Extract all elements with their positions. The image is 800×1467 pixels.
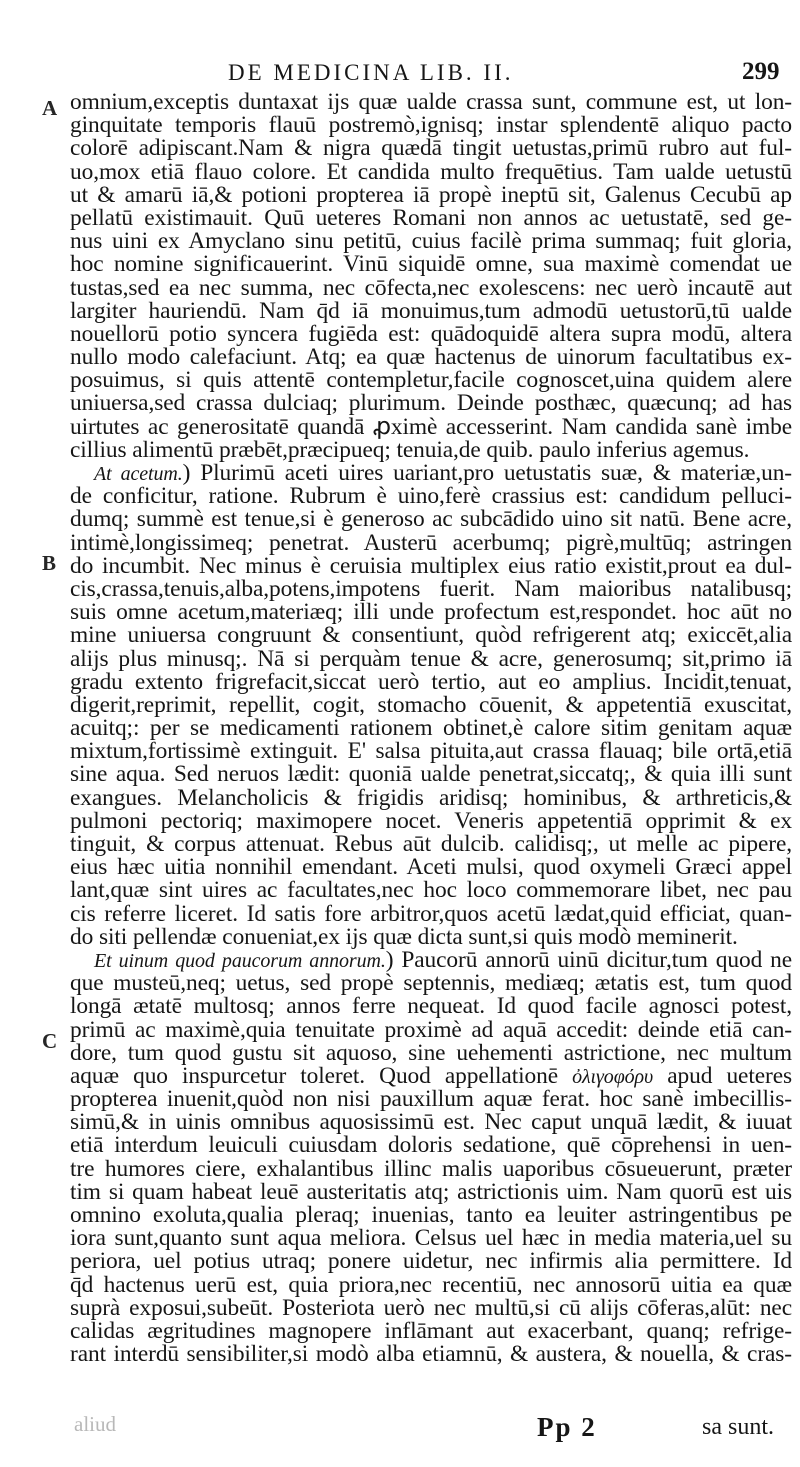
margin-letter-a: A	[42, 96, 58, 120]
text-line: ginquitate temporis flauū postremò,ignisq; instar splendentē aliquo pacto	[70, 114, 792, 138]
text-line: nouellorū potio syncera fugiēda est: quādoquidē altera supra modū, altera	[70, 322, 792, 347]
text-line: digerit,reprimit, repellit, cogit, stomacho cōuenit, & appetentiā exuscitat,	[70, 693, 792, 718]
text-line: exangues. Melancholicis & frigidis aridisq; hominibus, & arthreticis,&	[70, 786, 792, 810]
lemma-text: At acetum.	[94, 463, 183, 485]
text-line: q̄d hactenus uerū est, quia priora,nec recentiū, nec annosorū uitia ea quæ	[70, 1273, 792, 1297]
text-line: cillius alimentū præbēt,præcipueq; tenuia,de quib. paulo inferius agemus.	[70, 438, 750, 462]
signature-mark: Pp 2	[537, 1412, 597, 1442]
text-line: cis,crassa,tenuis,alba,potens,impotens fuerit. Nam maioribus natalibusq;	[70, 577, 792, 602]
text-line: tim si quam habeat leuē austeritatis atq; astrictionis uim. Nam quorū est uis	[70, 1180, 792, 1204]
text-line: intimè,longissimeq; penetrat. Austerū acerbumq; pigrè,multūq; astringen	[70, 531, 792, 555]
text-line: lant,quæ sint uires ac facultates,nec hoc loco commemorare libet, nec pau	[70, 879, 792, 903]
text-line: longā ætatē multosq; annos ferre nequeat. Id quod facile agnosci potest,	[70, 995, 792, 1019]
text-line: suis omne acetum,materiæq; illi unde profectum est,respondet. hoc aūt no	[70, 601, 792, 625]
text-line: gradu extento frigrefacit,siccat uerò tertio, aut eo amplius. Incidit,tenuat,	[70, 670, 792, 694]
bleed-through-text: aliud	[74, 1412, 116, 1436]
text-line: cis referre liceret. Id satis fore arbitror,quos acetū lædat,quid efficiat, quan-	[70, 902, 792, 926]
text-line: pulmoni pectoriq; maximopere nocet. Veneris appetentiā opprimit & ex	[70, 809, 792, 833]
text-line: tinguit, & corpus attenuat. Rebus aūt dulcib. calidisq;, ut melle ac pipere,	[70, 833, 792, 857]
text-line: calidas ægritudines magnopere inflāmant aut exacerbant, quanq; refrige-	[70, 1319, 792, 1344]
margin-letter-b: B	[42, 551, 57, 575]
text-line: que musteū,neq; uetus, sed propè septennis, mediæq; ætatis est, tum quod	[70, 972, 792, 996]
lemma-text: Et uinum quod paucorum annorum.	[94, 949, 386, 972]
text-line: posuimus, si quis attentē contempletur,facile cognoscet,uina quidem alere	[70, 369, 792, 393]
text-line: mixtum,fortissimè extinguit. E' salsa pituita,aut crassa flauaq; bile ortā,etiā	[70, 740, 792, 764]
text-line: uniuersa,sed crassa dulciaq; plurimum. Deinde posthæc, quæcunq; ad has	[70, 392, 792, 416]
text-line: dore, tum quod gustu sit aquoso, sine uehementi astrictione, nec multum	[70, 1041, 792, 1065]
text-line: At acetum.) Plurimū aceti uires uariant,pro uetustatis suæ, & materiæ,un-	[94, 462, 792, 486]
text-line: periora, uel potius utraq; ponere uidetur, nec infirmis alia permittere. Id	[70, 1250, 792, 1274]
text-line: do siti pellendæ conueniat,ex ijs quæ dicta sunt,si quis modò meminerit.	[70, 925, 738, 949]
text-line: mine uniuersa congruunt & consentiunt, quòd refrigerent atq; exiccēt,alia	[70, 624, 792, 648]
text-line: dumq; summè est tenue,si è generoso ac subcādido uino sit natū. Bene acre,	[70, 508, 792, 532]
text-line: aquæ quo inspurcetur toleret. Quod appellationē ὀλιγοφόρυ apud ueteres	[70, 1064, 792, 1089]
body-text	[70, 91, 792, 1366]
text-line: simū,& in uinis omnibus aquosissimū est. Nec caput unquā lædit, & iuuat	[70, 1111, 792, 1135]
text-line: Et uinum quod paucorum annorum.) Paucorū annorū uinū dicitur,tum quod ne	[94, 948, 792, 973]
text-line: acuitq;: per se medicamenti rationem obtinet,è calore sitim genitam aquæ	[70, 717, 792, 741]
running-head	[0, 58, 800, 92]
text-line: tre humores ciere, exhalantibus illinc malis uaporibus cōsueuerunt, præter	[70, 1157, 792, 1181]
text-line: tustas,sed ea nec summa, nec cōfecta,nec exolescens: nec uerò incautē aut	[70, 276, 792, 300]
text-line: ut & amarū iā,& potioni propterea iā propè ineptū sit, Galenus Cecubū ap	[70, 183, 792, 207]
text-line: rant interdū sensibiliter,si modò alba etiamnū, & austera, & nouella, & cras-	[70, 1343, 792, 1367]
text-line: alijs plus minusq;. Nā si perquàm tenue & acre, generosumq; sit,primo iā	[70, 647, 792, 671]
running-title: DE MEDICINA LIB. II.	[228, 60, 514, 85]
text-line: propterea inuenit,quòd non nisi pauxillum aquæ ferat. hoc sanè imbecillis-	[70, 1088, 792, 1112]
text-line: de conficitur, ratione. Rubrum è uino,ferè crassius est: candidum pelluci-	[70, 485, 792, 509]
catchword: sa sunt.	[702, 1414, 774, 1440]
text-line: colorē adipiscant.Nam & nigra quædā tingit uetustas,primū rubro aut ful-	[70, 137, 792, 161]
text-line: nus uini ex Amyclano sinu petitū, cuius facilè prima summaq; fuit gloria,	[70, 230, 792, 254]
lemma-text: ὀλιγοφόρυ	[572, 1065, 654, 1088]
text-line: largiter hauriendū. Nam q̄d iā monuimus,tum admodū uetustorū,tū ualde	[70, 299, 792, 323]
text-line: omnium,exceptis duntaxat ijs quæ ualde crassa sunt, commune est, ut lon-	[70, 91, 792, 115]
text-line: omnino exoluta,qualia pleraq; inuenias, tanto ea leuiter astringentibus pe	[70, 1204, 792, 1228]
text-line: primū ac maximè,quia tenuitate proximè ad aquā accedit: deinde etiā can-	[70, 1018, 792, 1042]
text-line: eius hæc uitia nonnihil emendant. Aceti mulsi, quod oxymeli Græci appel	[70, 856, 792, 880]
page-footer	[0, 1410, 800, 1450]
page-number: 299	[742, 58, 780, 85]
text-line: uirtutes ac generositatē quandā ꝓximè accesserint. Nam candida sanè imbe	[70, 415, 792, 439]
margin-letter-c: C	[42, 1029, 58, 1053]
text-line: pellatū existimauit. Quū ueteres Romani non annos ac uetustatē, sed ge-	[70, 206, 792, 231]
text-line: do incumbit. Nec minus è ceruisia multiplex eius ratio existit,prout ea dul-	[70, 554, 792, 578]
text-line: hoc nomine significauerint. Vinū siquidē omne, sua maximè comendat ue	[70, 253, 792, 277]
text-line: nullo modo calefaciunt. Atq; ea quæ hactenus de uinorum facultatibus ex-	[70, 346, 792, 370]
text-line: sine aqua. Sed neruos lædit: quoniā ualde penetrat,siccatq;, & quia illi sunt	[70, 763, 792, 787]
text-line: uo,mox etiā flauo colore. Et candida multo frequētius. Tam ualde uetustū	[70, 160, 792, 184]
text-line: etiā interdum leuiculi cuiusdam doloris sedatione, quē cōprehensi in uen-	[70, 1134, 792, 1158]
text-line: suprà exposui,subeūt. Posteriota uerò nec multū,si cū alijs cōferas,alūt: nec	[70, 1296, 792, 1320]
text-line: iora sunt,quanto sunt aqua meliora. Celsus uel hæc in media materia,uel su	[70, 1227, 792, 1251]
